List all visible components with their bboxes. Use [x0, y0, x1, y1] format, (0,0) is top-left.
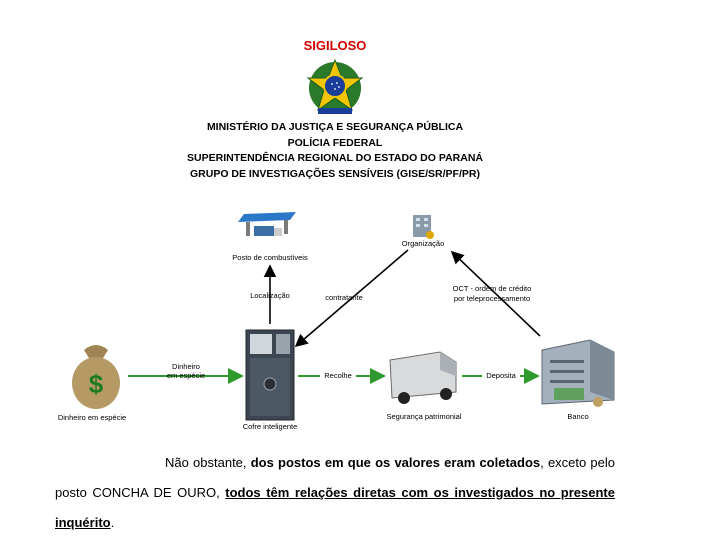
edge-collects-label: Recolhe [324, 371, 352, 380]
dollar-sign: $ [88, 369, 104, 399]
paragraph-text-2: , exceto pelo posto CONCHA DE OURO, [55, 455, 616, 500]
cash-label: Dinheiro em espécie [57, 413, 127, 422]
header-ministry: MINISTÉRIO DA JUSTIÇA E SEGURANÇA PÚBLICA [206, 121, 464, 133]
header-superintendency: SUPERINTENDÊNCIA REGIONAL DO ESTADO DO PARANÁ [187, 152, 483, 164]
smart-safe-icon [246, 330, 294, 420]
classification-label: SIGILOSO [303, 38, 367, 53]
edge-deposits-label: Deposita [486, 371, 516, 380]
organization-icon [413, 215, 434, 239]
edge-oct-line1: OCT - ordem de crédito [452, 284, 532, 293]
gas-station-label: Posto de combustíveis [232, 253, 308, 262]
paragraph-bold-1: dos postos em que os valores eram coletados [250, 455, 541, 470]
armored-car-icon [390, 352, 456, 404]
header-police: POLÍCIA FEDERAL [287, 136, 383, 149]
edge-cash-line1: Dinheiro [172, 362, 200, 371]
coat-of-arms-icon [302, 56, 368, 118]
body-paragraph [55, 448, 615, 538]
edge-location-label: Localização [250, 291, 290, 300]
smart-safe-label: Cofre inteligente [242, 422, 298, 431]
gas-station-icon [238, 212, 296, 236]
money-bag-icon [72, 345, 120, 409]
edge-oct-line2: por teleprocessamento [453, 294, 531, 303]
bank-icon [542, 340, 614, 407]
edge-cash-line2: em espécie [166, 371, 206, 380]
paragraph-text-3: . [110, 515, 115, 530]
header-group: GRUPO DE INVESTIGAÇÕES SENSÍVEIS (GISE/SR/PF/PR) [190, 167, 480, 180]
organization-label: Organização [401, 239, 445, 248]
paragraph-bold-underline: todos têm relações diretas com os investigados no presente inquérito [55, 485, 615, 530]
edge-contracting-label: contratante [325, 293, 363, 302]
bank-label: Banco [567, 412, 589, 421]
armored-car-label: Segurança patrimonial [386, 412, 462, 421]
paragraph-text-1: Não obstante, [165, 455, 251, 470]
flow-diagram [0, 195, 670, 445]
document-header [0, 120, 670, 182]
